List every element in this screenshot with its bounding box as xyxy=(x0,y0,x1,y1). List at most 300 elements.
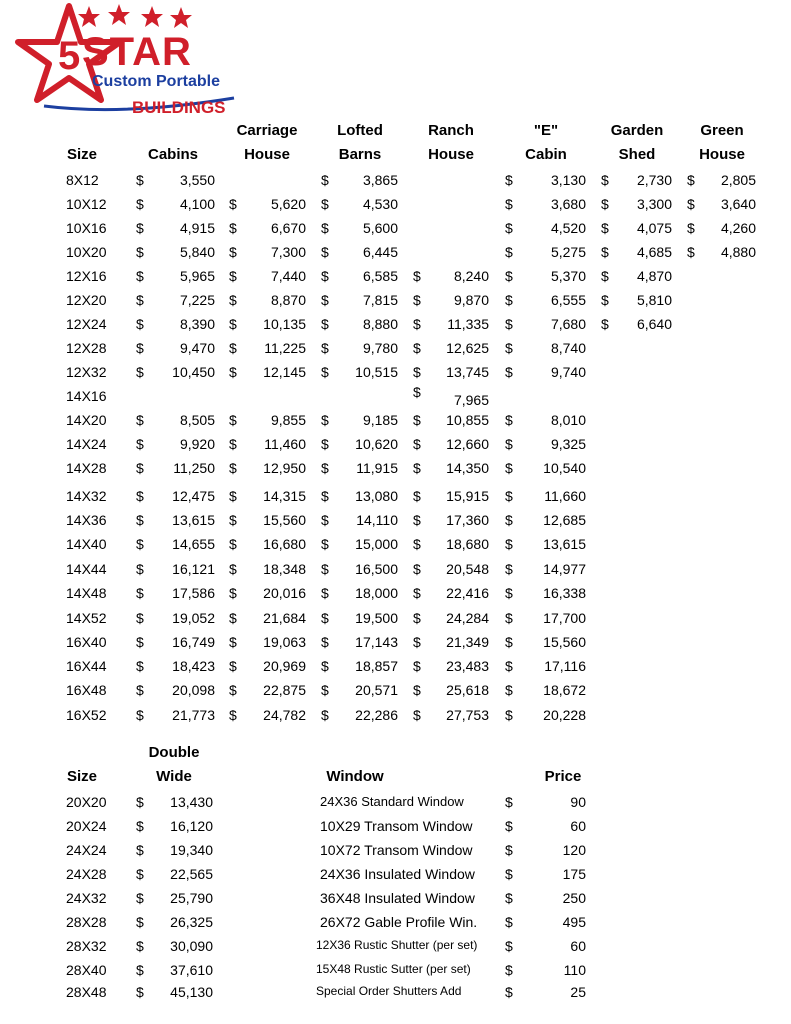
price-value: 20,548 xyxy=(446,561,489,577)
currency-symbol: $ xyxy=(505,914,513,930)
currency-symbol: $ xyxy=(229,364,237,380)
price-value: 4,260 xyxy=(720,220,756,236)
price-value: 5,620 xyxy=(270,196,306,212)
currency-symbol: $ xyxy=(136,658,144,674)
currency-symbol: $ xyxy=(136,292,144,308)
double-wide-size: 28X40 xyxy=(66,962,107,978)
currency-symbol: $ xyxy=(505,962,513,978)
price-value: 12,685 xyxy=(543,512,586,528)
currency-symbol: $ xyxy=(505,244,513,260)
currency-symbol: $ xyxy=(601,268,609,284)
price-value: 15,915 xyxy=(446,488,489,504)
price-value: 10,450 xyxy=(172,364,215,380)
price-value: 4,915 xyxy=(179,220,215,236)
price-value: 20,228 xyxy=(543,707,586,723)
column-header-line1: "E" xyxy=(533,122,559,139)
window-item: 24X36 Insulated Window xyxy=(320,866,475,882)
currency-symbol: $ xyxy=(136,610,144,626)
currency-symbol: $ xyxy=(601,244,609,260)
currency-symbol: $ xyxy=(136,938,144,954)
double-wide-price: 19,340 xyxy=(170,842,213,858)
price-value: 20,016 xyxy=(263,585,306,601)
column-header-line2: Barns xyxy=(338,146,382,163)
currency-symbol: $ xyxy=(136,794,144,810)
currency-symbol: $ xyxy=(229,412,237,428)
window-item: 15X48 Rustic Sutter (per set) xyxy=(316,962,471,976)
currency-symbol: $ xyxy=(505,292,513,308)
price-value: 21,773 xyxy=(172,707,215,723)
price-value: 16,121 xyxy=(172,561,215,577)
currency-symbol: $ xyxy=(413,634,421,650)
currency-symbol: $ xyxy=(136,488,144,504)
currency-symbol: $ xyxy=(136,460,144,476)
row-size-label: 14X32 xyxy=(66,488,107,504)
price-value: 5,600 xyxy=(362,220,398,236)
price-value: 12,145 xyxy=(263,364,306,380)
logo-numeral: 5 xyxy=(58,34,81,78)
currency-symbol: $ xyxy=(229,561,237,577)
currency-symbol: $ xyxy=(505,818,513,834)
price-value: 18,857 xyxy=(355,658,398,674)
price-value: 24,782 xyxy=(263,707,306,723)
currency-symbol: $ xyxy=(136,890,144,906)
price-value: 4,870 xyxy=(636,268,672,284)
row-size-label: 14X28 xyxy=(66,460,107,476)
price-header: Price xyxy=(544,768,582,785)
price-value: 4,530 xyxy=(362,196,398,212)
currency-symbol: $ xyxy=(321,316,329,332)
column-header-line1: Ranch xyxy=(428,122,474,139)
currency-symbol: $ xyxy=(229,585,237,601)
currency-symbol: $ xyxy=(321,707,329,723)
currency-symbol: $ xyxy=(136,818,144,834)
column-header-line2: Shed xyxy=(618,146,656,163)
double-wide-price: 26,325 xyxy=(170,914,213,930)
row-size-label: 12X16 xyxy=(66,268,107,284)
price-value: 3,680 xyxy=(550,196,586,212)
price-value: 14,655 xyxy=(172,536,215,552)
currency-symbol: $ xyxy=(321,172,329,188)
currency-symbol: $ xyxy=(413,488,421,504)
double-wide-price: 13,430 xyxy=(170,794,213,810)
price-value: 18,348 xyxy=(263,561,306,577)
row-size-label: 12X28 xyxy=(66,340,107,356)
currency-symbol: $ xyxy=(229,707,237,723)
price-value: 5,840 xyxy=(179,244,215,260)
price-value: 9,920 xyxy=(179,436,215,452)
price-value: 5,275 xyxy=(550,244,586,260)
column-header-line2: Size xyxy=(66,146,97,163)
row-size-label: 14X48 xyxy=(66,585,107,601)
row-size-label: 14X24 xyxy=(66,436,107,452)
currency-symbol: $ xyxy=(505,268,513,284)
currency-symbol: $ xyxy=(505,220,513,236)
currency-symbol: $ xyxy=(229,220,237,236)
column-header-line2: Cabins xyxy=(147,146,198,163)
row-size-label: 10X16 xyxy=(66,220,107,236)
price-value: 17,143 xyxy=(355,634,398,650)
currency-symbol: $ xyxy=(136,196,144,212)
price-value: 21,684 xyxy=(263,610,306,626)
price-value: 22,875 xyxy=(263,682,306,698)
price-value: 17,116 xyxy=(544,658,586,674)
window-item: 26X72 Gable Profile Win. xyxy=(320,914,478,930)
price-value: 6,670 xyxy=(270,220,306,236)
price-value: 10,135 xyxy=(263,316,306,332)
row-size-label: 16X40 xyxy=(66,634,107,650)
price-value: 10,540 xyxy=(543,460,586,476)
currency-symbol: $ xyxy=(505,196,513,212)
price-value: 12,475 xyxy=(172,488,215,504)
price-value: 16,338 xyxy=(543,585,586,601)
price-value: 15,560 xyxy=(263,512,306,528)
currency-symbol: $ xyxy=(413,340,421,356)
window-header: Window xyxy=(326,768,384,785)
price-value: 11,335 xyxy=(447,316,489,332)
price-value: 13,745 xyxy=(446,364,489,380)
currency-symbol: $ xyxy=(505,436,513,452)
price-value: 24,284 xyxy=(446,610,489,626)
logo-word: STAR xyxy=(82,30,192,74)
currency-symbol: $ xyxy=(229,292,237,308)
price-value: 12,950 xyxy=(263,460,306,476)
currency-symbol: $ xyxy=(229,436,237,452)
price-value: 7,225 xyxy=(179,292,215,308)
window-item: 10X29 Transom Window xyxy=(320,818,473,834)
row-size-label: 12X20 xyxy=(66,292,107,308)
currency-symbol: $ xyxy=(136,436,144,452)
currency-symbol: $ xyxy=(687,220,695,236)
currency-symbol: $ xyxy=(413,316,421,332)
company-logo xyxy=(14,2,244,120)
currency-symbol: $ xyxy=(136,536,144,552)
double-wide-price: 16,120 xyxy=(170,818,213,834)
currency-symbol: $ xyxy=(136,914,144,930)
currency-symbol: $ xyxy=(601,172,609,188)
window-price: 90 xyxy=(570,794,586,810)
window-item: 12X36 Rustic Shutter (per set) xyxy=(316,938,478,952)
currency-symbol: $ xyxy=(413,658,421,674)
currency-symbol: $ xyxy=(505,316,513,332)
currency-symbol: $ xyxy=(136,682,144,698)
window-price: 110 xyxy=(563,962,586,978)
price-value: 16,749 xyxy=(172,634,215,650)
currency-symbol: $ xyxy=(321,634,329,650)
currency-symbol: $ xyxy=(136,340,144,356)
currency-symbol: $ xyxy=(136,220,144,236)
currency-symbol: $ xyxy=(321,561,329,577)
column-header-line1: Lofted xyxy=(337,122,383,139)
currency-symbol: $ xyxy=(229,316,237,332)
price-value: 4,075 xyxy=(636,220,672,236)
price-value: 15,560 xyxy=(543,634,586,650)
price-value: 7,965 xyxy=(453,392,489,408)
row-size-label: 16X44 xyxy=(66,658,107,674)
currency-symbol: $ xyxy=(505,842,513,858)
window-price: 25 xyxy=(570,984,586,1000)
price-value: 8,870 xyxy=(270,292,306,308)
price-value: 17,586 xyxy=(172,585,215,601)
price-value: 12,625 xyxy=(446,340,489,356)
logo-line2: BUILDINGS xyxy=(132,98,226,117)
currency-symbol: $ xyxy=(505,938,513,954)
currency-symbol: $ xyxy=(413,682,421,698)
price-value: 8,505 xyxy=(179,412,215,428)
currency-symbol: $ xyxy=(136,634,144,650)
currency-symbol: $ xyxy=(505,794,513,810)
currency-symbol: $ xyxy=(321,536,329,552)
currency-symbol: $ xyxy=(413,536,421,552)
currency-symbol: $ xyxy=(321,364,329,380)
currency-symbol: $ xyxy=(136,842,144,858)
currency-symbol: $ xyxy=(505,460,513,476)
price-value: 17,700 xyxy=(543,610,586,626)
row-size-label: 14X16 xyxy=(66,388,107,404)
price-value: 27,753 xyxy=(446,707,489,723)
currency-symbol: $ xyxy=(136,984,144,1000)
currency-symbol: $ xyxy=(413,364,421,380)
currency-symbol: $ xyxy=(229,682,237,698)
price-value: 10,515 xyxy=(355,364,398,380)
currency-symbol: $ xyxy=(505,340,513,356)
row-size-label: 16X48 xyxy=(66,682,107,698)
currency-symbol: $ xyxy=(229,536,237,552)
currency-symbol: $ xyxy=(136,268,144,284)
currency-symbol: $ xyxy=(136,707,144,723)
price-value: 2,805 xyxy=(720,172,756,188)
price-value: 4,100 xyxy=(179,196,215,212)
row-size-label: 16X52 xyxy=(66,707,107,723)
currency-symbol: $ xyxy=(136,962,144,978)
row-size-label: 8X12 xyxy=(66,172,99,188)
price-value: 19,500 xyxy=(355,610,398,626)
currency-symbol: $ xyxy=(229,196,237,212)
double-wide-price: 30,090 xyxy=(170,938,213,954)
price-value: 16,680 xyxy=(263,536,306,552)
price-value: 13,080 xyxy=(355,488,398,504)
price-value: 13,615 xyxy=(172,512,215,528)
currency-symbol: $ xyxy=(136,316,144,332)
price-value: 4,880 xyxy=(720,244,756,260)
double-wide-header-line1: Double xyxy=(148,744,200,761)
price-value: 17,360 xyxy=(446,512,489,528)
price-value: 9,740 xyxy=(550,364,586,380)
currency-symbol: $ xyxy=(413,384,421,400)
currency-symbol: $ xyxy=(505,488,513,504)
double-wide-size: 20X20 xyxy=(66,794,107,810)
currency-symbol: $ xyxy=(505,585,513,601)
price-value: 4,520 xyxy=(550,220,586,236)
currency-symbol: $ xyxy=(687,196,695,212)
price-value: 7,680 xyxy=(550,316,586,332)
currency-symbol: $ xyxy=(505,512,513,528)
currency-symbol: $ xyxy=(505,561,513,577)
column-header-line2: Cabin xyxy=(525,146,567,163)
currency-symbol: $ xyxy=(321,460,329,476)
window-price: 60 xyxy=(570,938,586,954)
currency-symbol: $ xyxy=(321,610,329,626)
double-wide-header-line2: Wide xyxy=(156,768,192,785)
currency-symbol: $ xyxy=(601,292,609,308)
price-value: 22,416 xyxy=(446,585,489,601)
currency-symbol: $ xyxy=(321,436,329,452)
currency-symbol: $ xyxy=(505,866,513,882)
price-value: 5,370 xyxy=(550,268,586,284)
row-size-label: 14X36 xyxy=(66,512,107,528)
currency-symbol: $ xyxy=(601,316,609,332)
currency-symbol: $ xyxy=(321,658,329,674)
row-size-label: 10X20 xyxy=(66,244,107,260)
price-value: 9,855 xyxy=(270,412,306,428)
currency-symbol: $ xyxy=(321,585,329,601)
currency-symbol: $ xyxy=(321,412,329,428)
currency-symbol: $ xyxy=(321,244,329,260)
price-value: 19,063 xyxy=(263,634,306,650)
price-value: 8,390 xyxy=(179,316,215,332)
currency-symbol: $ xyxy=(413,512,421,528)
column-header-line1: Garden xyxy=(610,122,664,139)
currency-symbol: $ xyxy=(136,512,144,528)
price-value: 19,052 xyxy=(172,610,215,626)
currency-symbol: $ xyxy=(229,512,237,528)
price-value: 23,483 xyxy=(446,658,489,674)
currency-symbol: $ xyxy=(136,412,144,428)
column-header-line1: Green xyxy=(700,122,744,139)
currency-symbol: $ xyxy=(601,220,609,236)
price-value: 11,460 xyxy=(264,436,306,452)
price-value: 8,740 xyxy=(550,340,586,356)
currency-symbol: $ xyxy=(505,890,513,906)
logo-small-stars-icon xyxy=(78,4,192,28)
price-value: 20,098 xyxy=(172,682,215,698)
price-value: 20,969 xyxy=(263,658,306,674)
currency-symbol: $ xyxy=(321,512,329,528)
currency-symbol: $ xyxy=(321,682,329,698)
price-value: 11,660 xyxy=(544,488,586,504)
currency-symbol: $ xyxy=(505,364,513,380)
currency-symbol: $ xyxy=(505,412,513,428)
price-value: 14,977 xyxy=(543,561,586,577)
price-value: 6,555 xyxy=(550,292,586,308)
currency-symbol: $ xyxy=(687,172,695,188)
price-value: 20,571 xyxy=(355,682,398,698)
row-size-label: 12X24 xyxy=(66,316,107,332)
price-value: 7,815 xyxy=(362,292,398,308)
logo-line1: Custom Portable xyxy=(92,73,221,90)
price-value: 9,780 xyxy=(362,340,398,356)
currency-symbol: $ xyxy=(321,340,329,356)
price-value: 15,000 xyxy=(355,536,398,552)
row-size-label: 12X32 xyxy=(66,364,107,380)
currency-symbol: $ xyxy=(229,340,237,356)
price-value: 3,300 xyxy=(636,196,672,212)
currency-symbol: $ xyxy=(229,610,237,626)
currency-symbol: $ xyxy=(505,610,513,626)
currency-symbol: $ xyxy=(229,268,237,284)
column-header-line2: House xyxy=(244,146,290,163)
double-wide-size: 28X32 xyxy=(66,938,107,954)
window-item: 24X36 Standard Window xyxy=(320,794,464,809)
currency-symbol: $ xyxy=(413,561,421,577)
price-value: 14,315 xyxy=(263,488,306,504)
currency-symbol: $ xyxy=(505,682,513,698)
currency-symbol: $ xyxy=(413,436,421,452)
currency-symbol: $ xyxy=(413,707,421,723)
price-value: 9,470 xyxy=(179,340,215,356)
price-value: 11,225 xyxy=(264,340,306,356)
double-wide-price: 37,610 xyxy=(170,962,213,978)
price-value: 22,286 xyxy=(355,707,398,723)
window-item: 10X72 Transom Window xyxy=(320,842,473,858)
price-value: 9,325 xyxy=(550,436,586,452)
currency-symbol: $ xyxy=(136,364,144,380)
price-value: 25,618 xyxy=(446,682,489,698)
window-price: 120 xyxy=(562,842,586,858)
currency-symbol: $ xyxy=(601,196,609,212)
price-value: 14,350 xyxy=(446,460,489,476)
currency-symbol: $ xyxy=(413,585,421,601)
column-header-line2: House xyxy=(428,146,474,163)
price-value: 18,000 xyxy=(355,585,398,601)
price-value: 9,185 xyxy=(362,412,398,428)
window-price: 250 xyxy=(562,890,586,906)
double-wide-size: 24X32 xyxy=(66,890,107,906)
double-wide-size: 24X24 xyxy=(66,842,107,858)
price-value: 6,585 xyxy=(362,268,398,284)
double-wide-size: 20X24 xyxy=(66,818,107,834)
price-value: 3,550 xyxy=(179,172,215,188)
price-value: 8,240 xyxy=(453,268,489,284)
currency-symbol: $ xyxy=(413,460,421,476)
currency-symbol: $ xyxy=(229,244,237,260)
currency-symbol: $ xyxy=(136,172,144,188)
price-value: 6,640 xyxy=(636,316,672,332)
column-header-line1: Carriage xyxy=(236,122,298,139)
currency-symbol: $ xyxy=(505,172,513,188)
currency-symbol: $ xyxy=(413,412,421,428)
currency-symbol: $ xyxy=(505,536,513,552)
price-value: 9,870 xyxy=(453,292,489,308)
currency-symbol: $ xyxy=(136,866,144,882)
currency-symbol: $ xyxy=(229,460,237,476)
price-value: 4,685 xyxy=(636,244,672,260)
window-price: 60 xyxy=(570,818,586,834)
currency-symbol: $ xyxy=(229,658,237,674)
price-value: 11,915 xyxy=(356,460,398,476)
double-wide-size-header: Size xyxy=(66,768,97,785)
currency-symbol: $ xyxy=(413,292,421,308)
price-value: 12,660 xyxy=(446,436,489,452)
row-size-label: 14X44 xyxy=(66,561,107,577)
currency-symbol: $ xyxy=(505,658,513,674)
price-value: 7,300 xyxy=(270,244,306,260)
price-value: 2,730 xyxy=(636,172,672,188)
price-value: 18,423 xyxy=(172,658,215,674)
double-wide-size: 28X48 xyxy=(66,984,107,1000)
price-value: 3,130 xyxy=(550,172,586,188)
price-value: 13,615 xyxy=(543,536,586,552)
price-value: 5,810 xyxy=(636,292,672,308)
currency-symbol: $ xyxy=(687,244,695,260)
price-value: 11,250 xyxy=(173,460,215,476)
currency-symbol: $ xyxy=(229,634,237,650)
currency-symbol: $ xyxy=(321,220,329,236)
currency-symbol: $ xyxy=(321,488,329,504)
double-wide-price: 25,790 xyxy=(170,890,213,906)
price-value: 18,680 xyxy=(446,536,489,552)
currency-symbol: $ xyxy=(321,268,329,284)
price-value: 10,620 xyxy=(355,436,398,452)
